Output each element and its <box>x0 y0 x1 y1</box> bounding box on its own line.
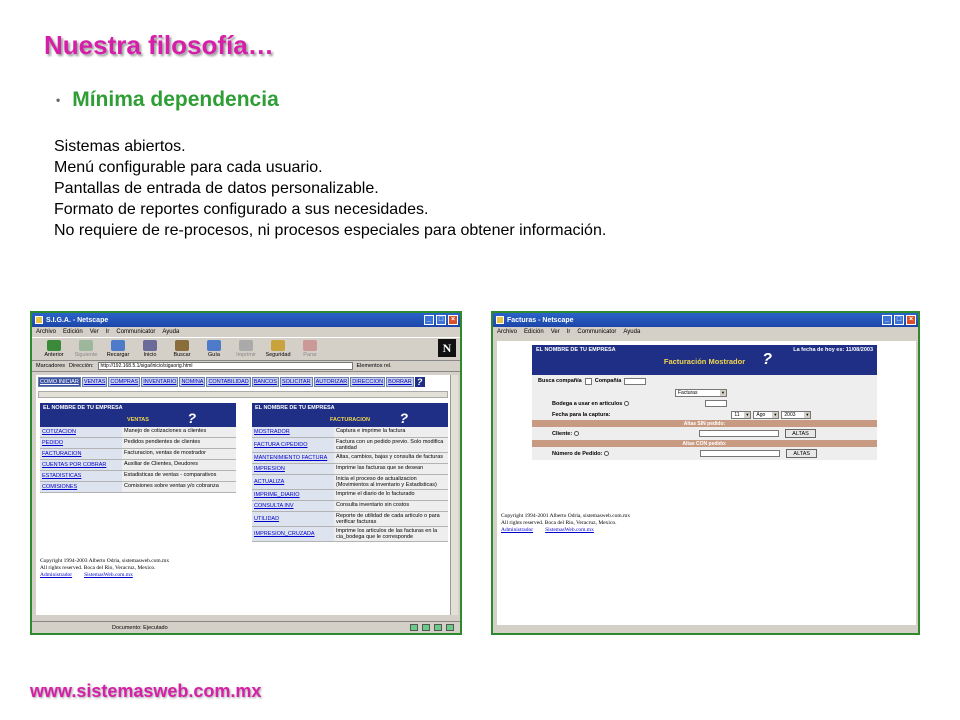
table-row <box>40 449 236 460</box>
help-icon[interactable]: ? <box>762 351 772 368</box>
menu-ayuda[interactable]: Ayuda <box>623 329 641 335</box>
status-icons <box>410 624 454 631</box>
table-row <box>40 427 236 438</box>
facturas-browser-window <box>491 311 920 635</box>
slide-title: Nuestra filosofía… <box>44 30 274 60</box>
nav-inventario[interactable]: INVENTARIO <box>143 379 177 385</box>
component-icon[interactable] <box>410 624 418 631</box>
module-link[interactable]: UTILIDAD <box>252 512 334 526</box>
pedido-input[interactable] <box>700 450 780 457</box>
copyright-line: All rights reserved. Boca del Rio, Veracruz, Mexico. <box>40 565 156 571</box>
module-desc: Pedidos pendientes de clientes <box>122 438 236 448</box>
copyright-line: Copyright 1994-2003 Alberto Odria, sistemasweb.com.mx <box>40 558 170 564</box>
reload-button[interactable]: Recargar <box>102 340 134 360</box>
cliente-input[interactable] <box>699 430 779 437</box>
cliente-label: Cliente: <box>552 430 573 437</box>
module-link[interactable]: PEDIDO <box>40 438 122 448</box>
copyright-line: Copyright 1994-2001 Alberto Odria, sistemasweb.com.mx <box>501 513 631 519</box>
company-name: EL NOMBRE DE TU EMPRESA <box>43 405 123 411</box>
netscape-logo: N <box>438 339 456 357</box>
app-icon <box>35 316 43 324</box>
status-bar <box>32 621 460 633</box>
copyright-block <box>501 513 630 534</box>
menu-archivo[interactable]: Archivo <box>36 329 57 335</box>
siga-menu <box>36 375 450 389</box>
section-title: VENTAS <box>127 417 149 423</box>
window-titlebar[interactable] <box>493 313 918 327</box>
busca-row <box>532 375 877 387</box>
altas-sin-button[interactable]: ALTAS <box>785 429 816 438</box>
help-icon[interactable]: ? <box>399 410 408 426</box>
nav-autorizar[interactable]: AUTORIZAR <box>315 379 348 385</box>
location-bar <box>32 361 460 372</box>
window-title: S.I.G.A. - Netscape <box>46 316 109 324</box>
module-link[interactable]: ESTADISTICAS <box>40 471 122 481</box>
menu-communicator[interactable]: Communicator <box>577 329 617 335</box>
module-link[interactable]: CUENTAS POR COBRAR <box>40 460 122 470</box>
module-link[interactable]: MANTENIMIENTO FACTURA <box>252 453 334 463</box>
subheading-text: Mínima dependencia <box>72 88 279 111</box>
chevron-down-icon: ▼ <box>721 389 725 395</box>
module-link[interactable]: FACTURA C/PEDIDO <box>252 438 334 452</box>
app-icon <box>496 316 504 324</box>
section-title: FACTURACION <box>329 417 371 423</box>
address-label: Dirección: <box>69 363 94 369</box>
siga-browser-window <box>30 311 462 635</box>
search-icon <box>175 340 189 351</box>
menu-ayuda[interactable]: Ayuda <box>162 329 180 335</box>
table-row <box>40 482 236 493</box>
print-button[interactable]: Imprimir <box>230 340 262 360</box>
menu-ver[interactable]: Ver <box>89 329 99 335</box>
compania-input[interactable] <box>624 378 646 385</box>
module-desc: Estadisticas de ventas - comparativos <box>122 471 236 481</box>
month-select[interactable]: Ago ▼ <box>753 411 779 419</box>
window-title: Facturas - Netscape <box>507 316 574 324</box>
forward-arrow-icon <box>79 340 93 351</box>
minimize-icon[interactable]: _ <box>424 315 434 325</box>
table-row <box>252 427 448 438</box>
chevron-down-icon: ▼ <box>745 411 750 417</box>
search-button[interactable]: Buscar <box>166 340 198 360</box>
stop-icon <box>303 340 317 351</box>
table-row <box>252 453 448 464</box>
mail-icon[interactable] <box>422 624 430 631</box>
point-item: Sistemas abiertos. <box>54 138 186 155</box>
stop-button[interactable]: Parar <box>294 340 326 360</box>
module-link[interactable]: COMISIONES <box>40 482 122 492</box>
table-row <box>40 471 236 482</box>
guide-button[interactable]: Guía <box>198 340 230 360</box>
company-name: EL NOMBRE DE TU EMPRESA <box>255 405 335 411</box>
facturacion-panel <box>252 403 448 542</box>
nav-nomina[interactable]: NOMINA <box>181 379 204 385</box>
point-item: Menú configurable para cada usuario. <box>54 159 323 176</box>
module-desc: Imprime el diario de lo facturado <box>334 490 448 500</box>
menu-edicion[interactable]: Edición <box>524 329 544 335</box>
status-text: Documento: Ejecutado <box>112 624 168 631</box>
pedido-label: Número de Pedido: <box>552 450 603 457</box>
cliente-radio[interactable] <box>574 431 579 436</box>
close-icon[interactable]: × <box>906 315 916 325</box>
altas-sin-divider: Altas SIN pedido: <box>532 420 877 427</box>
nav-bancos[interactable]: BANCOS <box>253 379 277 385</box>
module-desc: Imprime los articulos de las facturas en la cia_bodega que le corresponde <box>334 527 448 541</box>
nav-como-iniciar[interactable]: COMO INICIAR <box>40 379 79 385</box>
copyright-block <box>40 558 169 579</box>
module-link[interactable]: IMPRIME_DIARIO <box>252 490 334 500</box>
ventas-panel <box>40 403 236 493</box>
table-row <box>40 460 236 471</box>
pedido-row <box>532 447 877 460</box>
nav-contabilidad[interactable]: CONTABILIDAD <box>208 379 249 385</box>
copyright-line: All rights reserved. Boca del Rio, Veracruz, Mexico. <box>501 520 617 526</box>
menu-ir[interactable]: Ir <box>566 329 571 335</box>
module-desc: Reporte de utilidad de cada articulo o para verificar facturas <box>334 512 448 526</box>
doc-type-row <box>532 387 877 398</box>
module-desc: Auxiliar de Clientes, Deudores <box>122 460 236 470</box>
form-header <box>532 345 877 375</box>
altas-con-button[interactable]: ALTAS <box>786 449 817 458</box>
menu-edicion[interactable]: Edición <box>63 329 83 335</box>
module-desc: Imprime las facturas que se desean <box>334 464 448 474</box>
table-row <box>40 438 236 449</box>
site-link[interactable]: SistemasWeb.com.mx <box>84 572 133 578</box>
print-icon <box>239 340 253 351</box>
menu-ir[interactable]: Ir <box>105 329 110 335</box>
table-row <box>252 475 448 490</box>
menu-bar <box>32 327 460 337</box>
module-link[interactable]: MOSTRADOR <box>252 427 334 437</box>
fecha-label: Fecha para la captura: <box>552 411 611 418</box>
nav-direccion[interactable]: DIRECCION <box>352 379 384 385</box>
module-link[interactable]: ACTUALIZA <box>252 475 334 489</box>
bookmarks-button[interactable]: Marcadores <box>36 363 66 369</box>
back-button[interactable]: Anterior <box>38 340 70 360</box>
module-link[interactable]: IMPRESION_CRUZADA <box>252 527 334 541</box>
module-desc: Inicia el proceso de actualizacion (Movimientos al inventario y Estadisticas) <box>334 475 448 489</box>
admin-link[interactable]: Administrador <box>501 527 534 533</box>
address-input[interactable]: http://192.168.5.1/siga/inicio/sigaorig.html <box>98 362 353 370</box>
day-select[interactable]: 11 ▼ <box>731 411 751 419</box>
page-content <box>497 341 916 625</box>
date-label: La fecha de hoy es: 11/08/2003 <box>793 347 873 353</box>
altas-con-divider: Altas CON pedido: <box>532 440 877 447</box>
bullet-dot: • <box>56 93 61 107</box>
fecha-row <box>532 409 877 420</box>
security-button[interactable]: Seguridad <box>262 340 294 360</box>
table-row <box>252 501 448 512</box>
facturacion-header <box>252 403 448 427</box>
menu-bar <box>493 327 918 337</box>
bodega-label: Bodega a usar en articulos <box>552 400 623 407</box>
website-link[interactable]: www.sistemasweb.com.mx <box>30 681 262 701</box>
module-link[interactable]: FACTURACION <box>40 449 122 459</box>
minimize-icon[interactable]: _ <box>882 315 892 325</box>
busca-label: Busca compañía <box>538 378 582 384</box>
facturacion-form <box>532 345 877 460</box>
lock-icon <box>271 340 285 351</box>
help-icon[interactable]: ? <box>187 410 196 426</box>
menu-archivo[interactable]: Archivo <box>497 329 518 335</box>
maximize-icon[interactable]: □ <box>894 315 904 325</box>
table-row <box>252 464 448 475</box>
guide-icon <box>207 340 221 351</box>
module-desc: Facturacion, ventas de mostrador <box>122 449 236 459</box>
module-desc: Altas, cambios, bajas y consulta de facturas <box>334 453 448 463</box>
table-row <box>252 438 448 453</box>
composer-icon[interactable] <box>434 624 442 631</box>
module-desc: Consulta inventario sin costos <box>334 501 448 511</box>
page-content <box>36 375 450 615</box>
table-row <box>252 490 448 501</box>
nav-solicitar[interactable]: SOLICITAR <box>281 379 311 385</box>
module-link[interactable]: COTIZACION <box>40 427 122 437</box>
chevron-down-icon: ▼ <box>773 411 778 417</box>
module-desc: Manejo de cotizaciones a clientes <box>122 427 236 437</box>
philosophy-points <box>54 136 606 241</box>
close-icon[interactable]: × <box>448 315 458 325</box>
menu-communicator[interactable]: Communicator <box>116 329 156 335</box>
year-select[interactable]: 2003 ▼ <box>781 411 811 419</box>
module-desc: Comisiones sobre ventas y/o cobranza <box>122 482 236 492</box>
busca-checkbox[interactable] <box>585 378 592 385</box>
pedido-radio[interactable] <box>604 451 609 456</box>
admin-link[interactable]: Administrador <box>40 572 73 578</box>
reload-icon <box>111 340 125 351</box>
company-name: EL NOMBRE DE TU EMPRESA <box>536 347 616 353</box>
point-item: No requiere de re-procesos, ni procesos especiales para obtener información. <box>54 222 607 239</box>
form-title: Facturación Mostrador <box>663 357 746 366</box>
related-button[interactable]: Elementos rel. <box>356 363 392 369</box>
bodega-row <box>532 398 877 409</box>
cliente-row <box>532 427 877 440</box>
back-arrow-icon <box>47 340 61 351</box>
help-icon[interactable]: ? <box>415 377 425 387</box>
nav-ventas[interactable]: VENTAS <box>83 379 106 385</box>
module-desc: Captura e imprime la factura <box>334 427 448 437</box>
module-link[interactable]: CONSULTA INV <box>252 501 334 511</box>
compania-label: Compañía <box>594 378 622 384</box>
subheading <box>56 88 279 112</box>
nav-toolbar <box>32 337 460 361</box>
module-desc: Factura con un pedido previo. Solo modifica cantidad <box>334 438 448 452</box>
bodega-radio[interactable] <box>624 401 629 406</box>
forward-button[interactable]: Siguiente <box>70 340 102 360</box>
bodega-input[interactable] <box>705 400 727 407</box>
nav-compras[interactable]: COMPRAS <box>110 379 139 385</box>
ventas-header <box>40 403 236 427</box>
site-link[interactable]: SistemasWeb.com.mx <box>545 527 594 533</box>
table-row <box>252 512 448 527</box>
chevron-down-icon: ▼ <box>805 411 810 417</box>
vertical-scrollbar[interactable] <box>450 375 458 615</box>
nav-borrar[interactable]: BORRAR <box>388 379 412 385</box>
horizontal-scrollbar[interactable] <box>38 391 448 398</box>
window-titlebar[interactable] <box>32 313 460 327</box>
menu-ver[interactable]: Ver <box>550 329 560 335</box>
module-link[interactable]: IMPRESION <box>252 464 334 474</box>
home-icon <box>143 340 157 351</box>
point-item: Formato de reportes configurado a sus necesidades. <box>54 201 429 218</box>
home-button[interactable]: Inicio <box>134 340 166 360</box>
maximize-icon[interactable]: □ <box>436 315 446 325</box>
security-icon[interactable] <box>446 624 454 631</box>
doc-type-select[interactable]: Facturas ▼ <box>675 389 727 397</box>
point-item: Pantallas de entrada de datos personalizable. <box>54 180 379 197</box>
table-row <box>252 527 448 542</box>
